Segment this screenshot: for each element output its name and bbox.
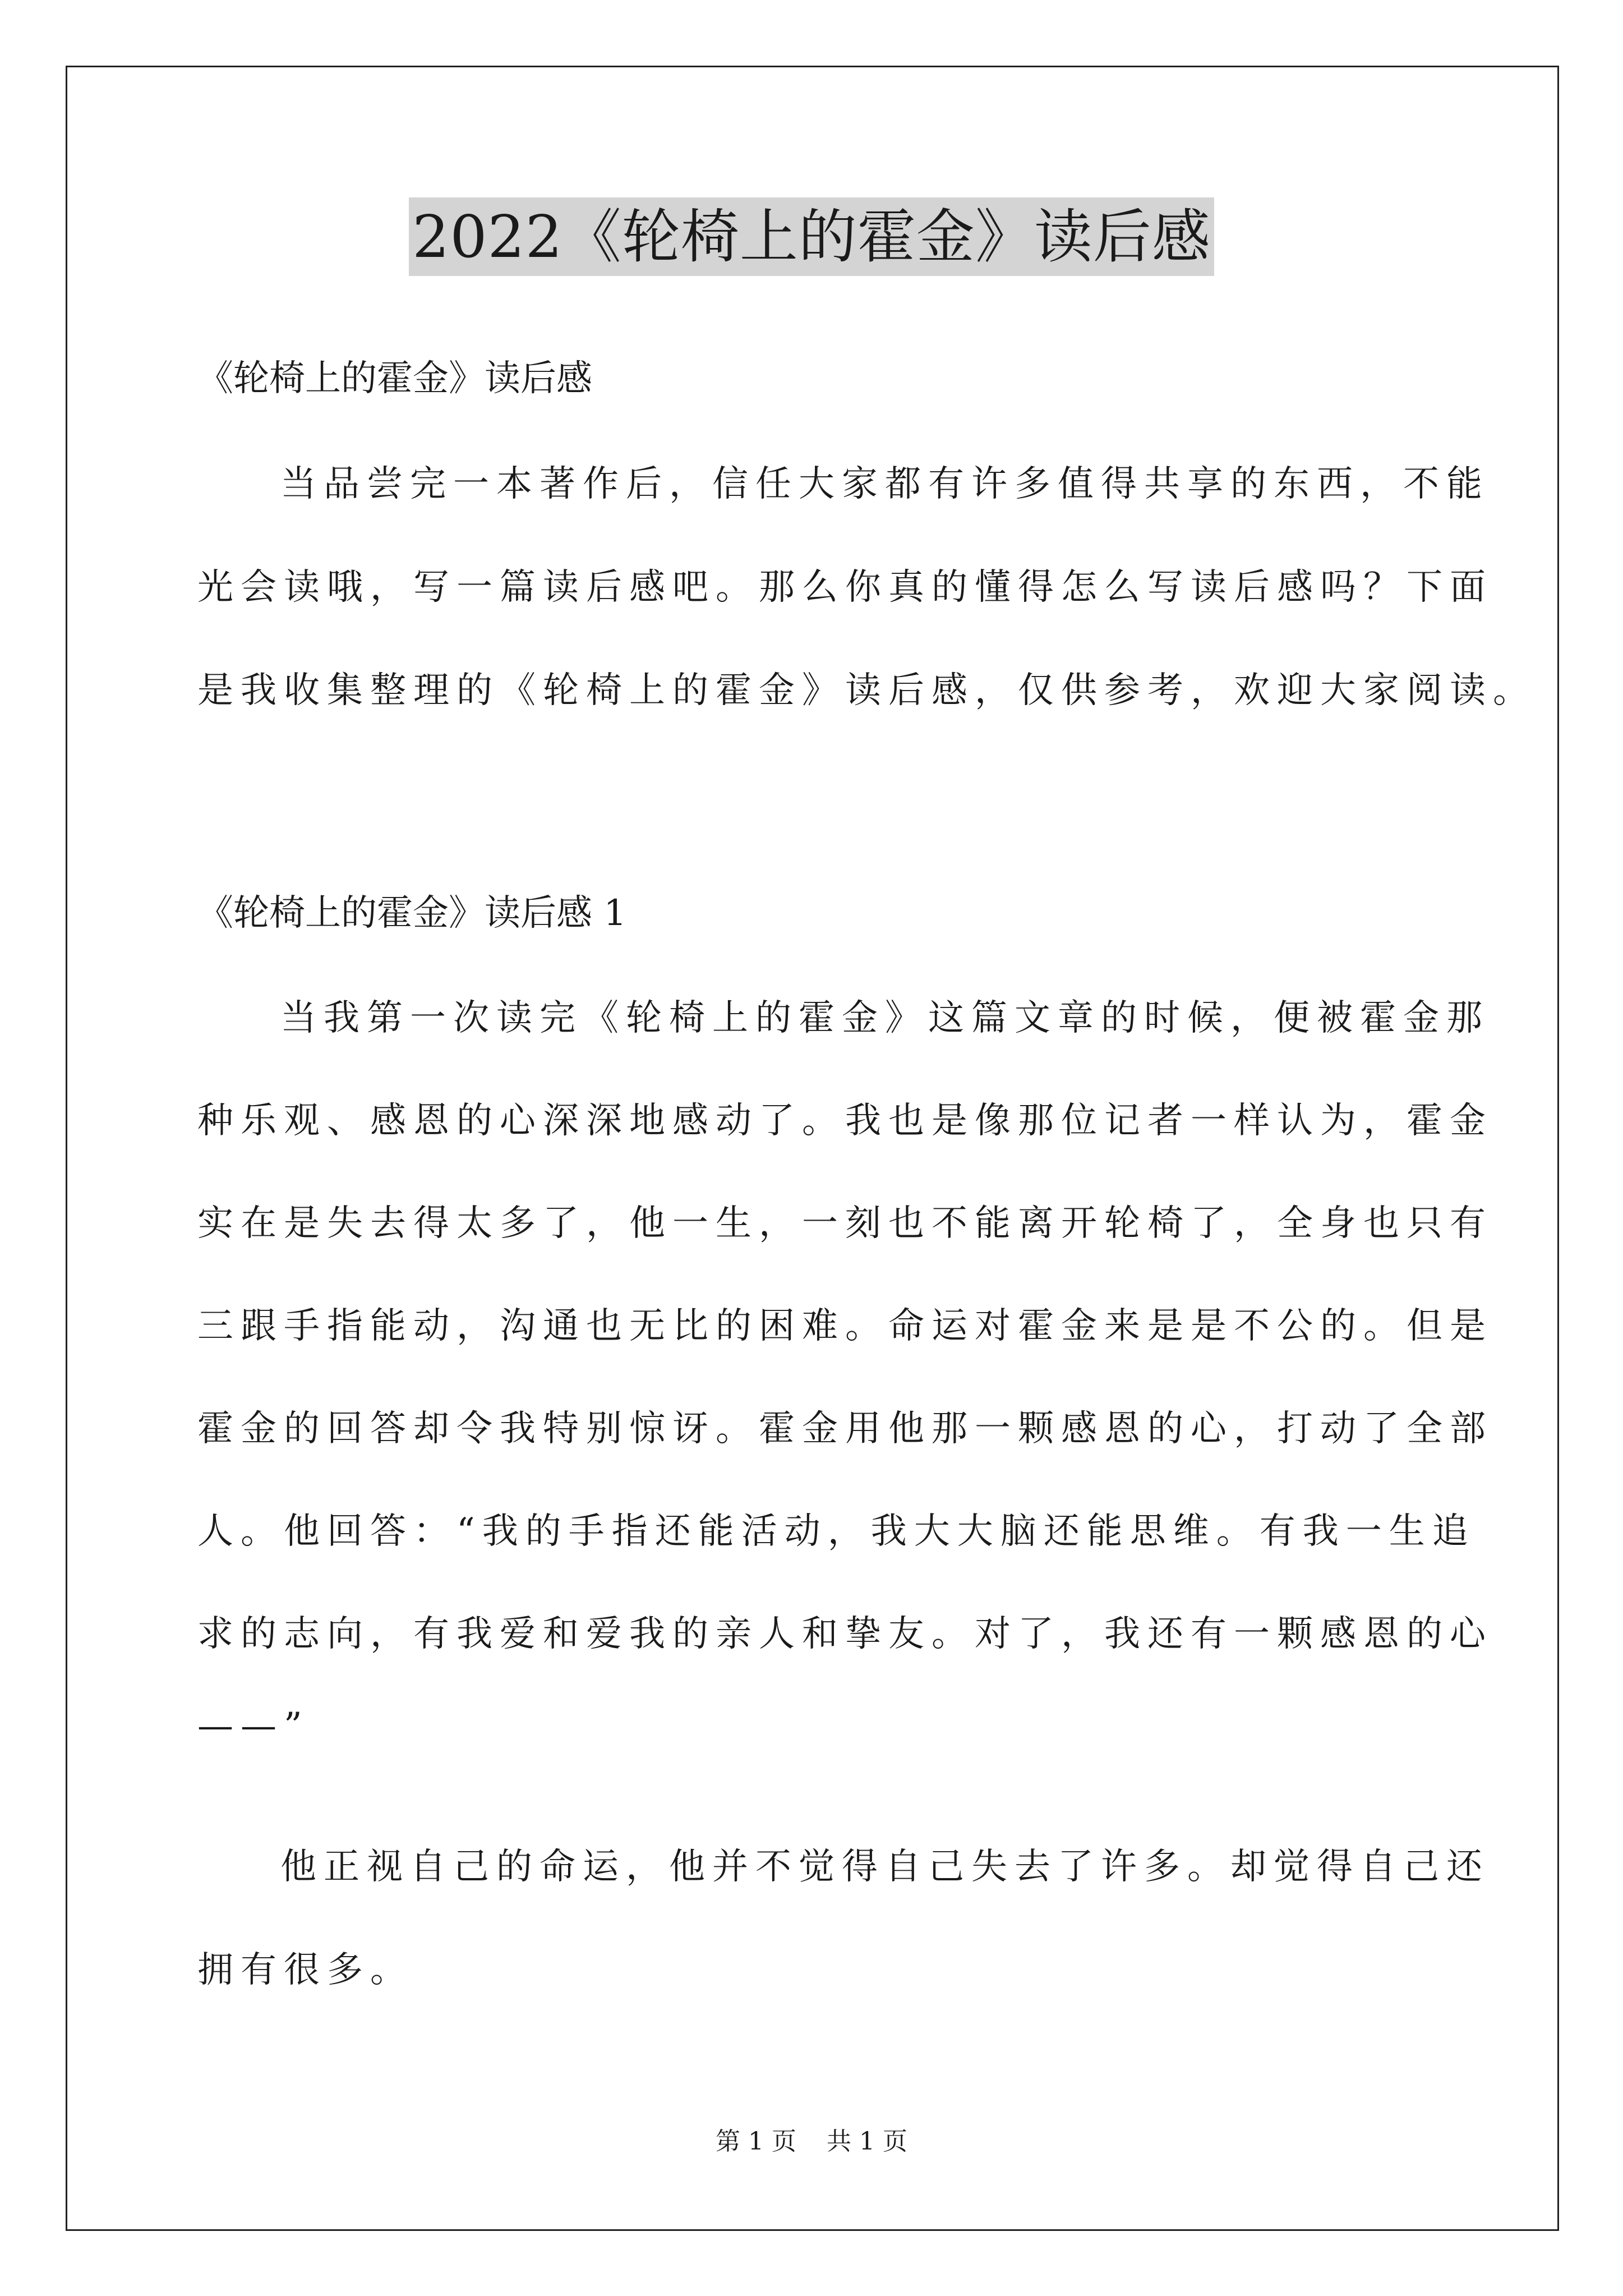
- intro-line-3: 是我收集整理的《轮椅上的霍金》读后感，仅供参考，欢迎大家阅读。: [197, 670, 1536, 711]
- page-number: 第 1 页: [716, 2127, 796, 2156]
- para2-line-1: 他正视自己的命运，他并不觉得自己失去了许多。却觉得自己还: [280, 1846, 1490, 1888]
- para2-line-2: 拥有很多。: [197, 1949, 413, 1991]
- para1-line-5: 霍金的回答却令我特别惊讶。霍金用他那一颗感恩的心，打动了全部: [197, 1408, 1493, 1450]
- document-title-block: [0, 197, 1623, 276]
- para1-line-6: 人。他回答：“我的手指还能活动，我大大脑还能思维。有我一生追: [197, 1511, 1476, 1552]
- para1-line-7: 求的志向，有我爱和爱我的亲人和挚友。对了，我还有一颗感恩的心: [197, 1613, 1493, 1655]
- para1-line-1: 当我第一次读完《轮椅上的霍金》这篇文章的时候，便被霍金那: [280, 997, 1490, 1039]
- intro-line-2: 光会读哦，写一篇读后感吧。那么你真的懂得怎么写读后感吗？下面: [197, 567, 1493, 608]
- section-heading: 《轮椅上的霍金》读后感 1: [197, 892, 627, 934]
- para1-line-3: 实在是失去得太多了，他一生，一刻也不能离开轮椅了，全身也只有: [197, 1203, 1493, 1244]
- page-total: 共 1 页: [827, 2127, 907, 2156]
- document-title: 2022《轮椅上的霍金》读后感: [409, 197, 1214, 276]
- subtitle: 《轮椅上的霍金》读后感: [197, 358, 592, 399]
- para1-line-2: 种乐观、感恩的心深深地感动了。我也是像那位记者一样认为，霍金: [197, 1100, 1493, 1142]
- para1-line-8: ——”: [197, 1705, 310, 1747]
- intro-line-1: 当品尝完一本著作后，信任大家都有许多值得共享的东西，不能: [280, 463, 1490, 505]
- para1-line-4: 三跟手指能动，沟通也无比的困难。命运对霍金来是是不公的。但是: [197, 1305, 1493, 1347]
- page-footer: [0, 2125, 1623, 2159]
